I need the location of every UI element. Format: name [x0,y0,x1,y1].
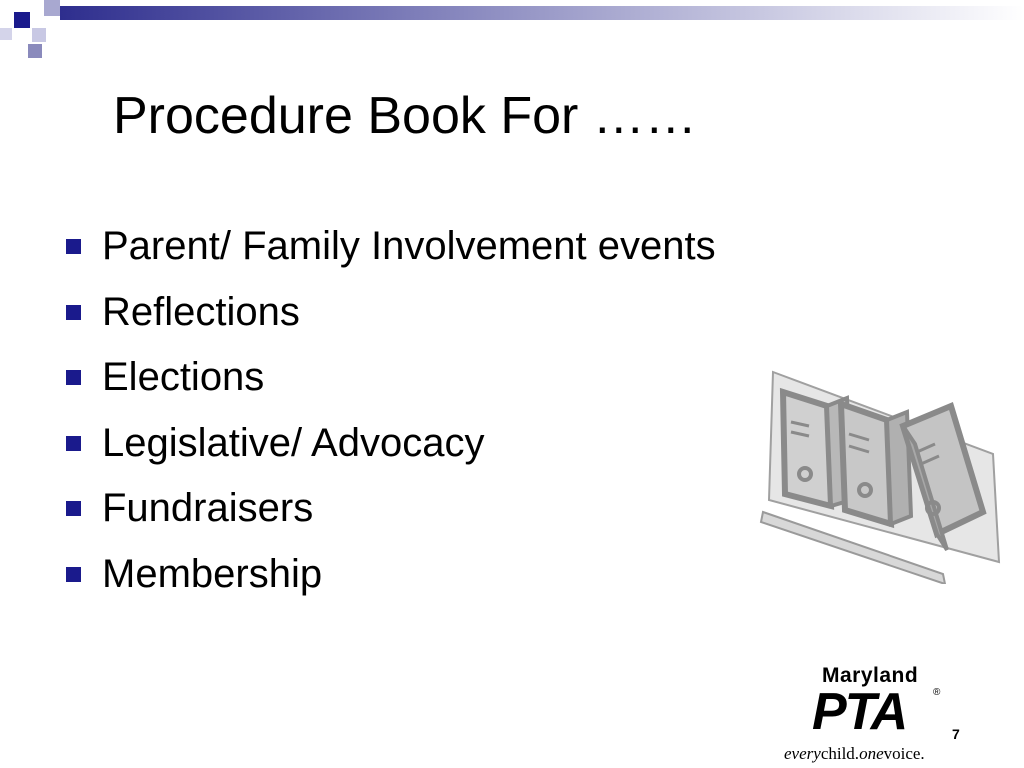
square-bullet-icon [66,239,81,254]
logo-tagline [784,744,925,764]
square-bullet-icon [66,370,81,385]
list-item [66,476,716,542]
bullet-text: Membership [102,551,323,596]
bullet-list [66,214,716,607]
bullet-text: Parent/ Family Involvement events [102,224,716,269]
list-item [66,280,716,346]
tagline-voice: voice. [883,744,925,763]
list-item [66,345,716,411]
bullet-text: Elections [102,355,265,400]
bullet-text: Legislative/ Advocacy [102,420,485,465]
corner-decoration [0,0,80,64]
maryland-pta-logo [782,660,982,768]
square-bullet-icon [66,501,81,516]
tagline-every: every [784,744,821,763]
binders-clipart-icon [755,362,1005,584]
slide-number: 7 [952,726,960,742]
tagline-one: one [859,744,884,763]
list-item [66,214,716,280]
logo-org: PTA [812,683,907,741]
bullet-text: Reflections [102,289,300,334]
registered-mark: ® [933,687,941,698]
tagline-child: child. [820,744,860,763]
square-bullet-icon [66,436,81,451]
list-item [66,411,716,477]
list-item [66,542,716,608]
header-gradient-band [0,0,1024,36]
slide-title: Procedure Book For …… [113,87,697,145]
square-bullet-icon [66,567,81,582]
square-bullet-icon [66,305,81,320]
bullet-text: Fundraisers [102,486,314,531]
logo-state: Maryland [822,664,919,687]
